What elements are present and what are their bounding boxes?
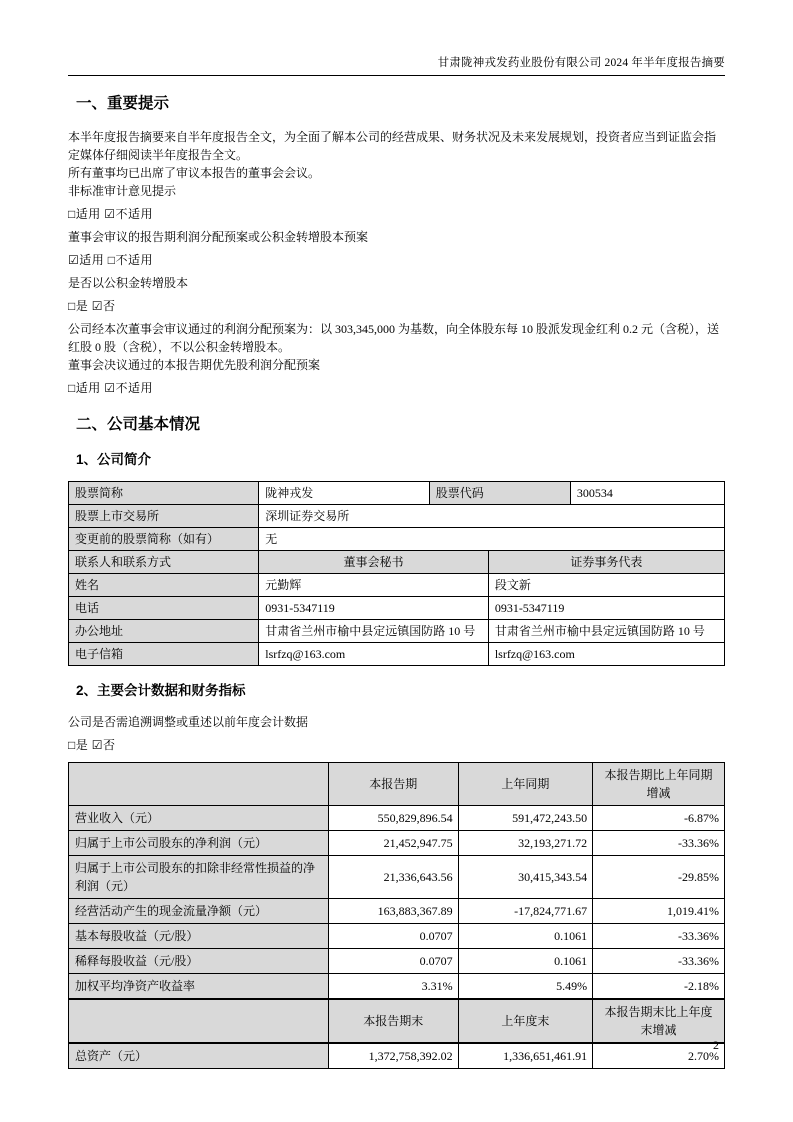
capital-reserve-label: 是否以公积金转增股本 (68, 276, 189, 291)
table-row (69, 856, 725, 899)
row-label-cell: 股票上市交易所 (69, 504, 259, 527)
restatement-checkboxes: □是 ☑否 (68, 738, 116, 753)
row-label-cell: 办公地址 (69, 619, 259, 642)
preferred-stock-plan-label: 董事会决议通过的本报告期优先股利润分配预案 (68, 358, 321, 373)
table-row (69, 596, 725, 619)
table-row (69, 949, 725, 974)
table-header-row (69, 763, 725, 806)
column-header-cell: 上年同期 (458, 763, 592, 806)
row-label-cell: 营业收入（元） (69, 806, 329, 831)
column-header-cell: 证券事务代表 (488, 550, 724, 573)
row-label-cell: 股票代码 (429, 481, 570, 504)
section-heading-company-basic-info: 二、公司基本情况 (76, 416, 201, 434)
value-cell: 163,883,367.89 (328, 899, 458, 924)
value-cell: 0.0707 (328, 949, 458, 974)
preferred-stock-plan-checkboxes: □适用 ☑不适用 (68, 381, 154, 396)
value-cell: 5.49% (458, 974, 592, 1000)
column-header-cell: 本报告期末 (328, 999, 458, 1043)
column-header-cell (69, 763, 329, 806)
value-cell: 300534 (570, 481, 724, 504)
row-label-cell: 加权平均净资产收益率 (69, 974, 329, 1000)
table-row (69, 481, 725, 504)
column-header-cell: 本报告期末比上年度末增减 (593, 999, 725, 1043)
row-label-cell: 电子信箱 (69, 642, 259, 665)
table-row (69, 550, 725, 573)
value-cell: 0.1061 (458, 949, 592, 974)
value-cell: 无 (259, 527, 725, 550)
value-cell: lsrfzq@163.com (488, 642, 724, 665)
value-cell: 1,336,651,461.91 (458, 1043, 592, 1069)
table-row (69, 831, 725, 856)
value-cell: -17,824,771.67 (458, 899, 592, 924)
row-label-cell: 归属于上市公司股东的净利润（元） (69, 831, 329, 856)
table-header-row (69, 999, 725, 1043)
value-cell: 30,415,343.54 (458, 856, 592, 899)
table-row (69, 619, 725, 642)
value-cell: 0.0707 (328, 924, 458, 949)
value-cell: 32,193,271.72 (458, 831, 592, 856)
value-cell: 陇神戎发 (259, 481, 430, 504)
value-cell: -6.87% (593, 806, 725, 831)
table-row (69, 974, 725, 1000)
table-row (69, 924, 725, 949)
table-row (69, 806, 725, 831)
value-cell: -33.36% (593, 949, 725, 974)
value-cell: 元勤辉 (259, 573, 489, 596)
table-row (69, 573, 725, 596)
page-number: 2 (713, 1038, 719, 1052)
row-label-cell: 联系人和联系方式 (69, 550, 259, 573)
value-cell: -2.18% (593, 974, 725, 1000)
row-label-cell: 变更前的股票简称（如有） (69, 527, 259, 550)
value-cell: 3.31% (328, 974, 458, 1000)
value-cell: 0931-5347119 (488, 596, 724, 619)
audit-opinion-label: 非标准审计意见提示 (68, 184, 177, 199)
audit-opinion-checkboxes: □适用 ☑不适用 (68, 207, 154, 222)
row-label-cell: 股票简称 (69, 481, 259, 504)
column-header-cell: 董事会秘书 (259, 550, 489, 573)
value-cell: 1,372,758,392.02 (328, 1043, 458, 1069)
value-cell: 甘肃省兰州市榆中县定远镇国防路 10 号 (488, 619, 724, 642)
document-header-title: 甘肃陇神戎发药业股份有限公司 2024 年半年度报告摘要 (68, 54, 725, 76)
row-label-cell: 稀释每股收益（元/股） (69, 949, 329, 974)
value-cell: 0931-5347119 (259, 596, 489, 619)
capital-reserve-checkboxes: □是 ☑否 (68, 299, 116, 314)
column-header-cell: 本报告期比上年同期增减 (593, 763, 725, 806)
value-cell: 21,452,947.75 (328, 831, 458, 856)
value-cell: 甘肃省兰州市榆中县定远镇国防路 10 号 (259, 619, 489, 642)
value-cell: 段文新 (488, 573, 724, 596)
subsection-heading-key-financials: 2、主要会计数据和财务指标 (76, 682, 246, 698)
row-label-cell: 电话 (69, 596, 259, 619)
row-label-cell: 姓名 (69, 573, 259, 596)
table-row (69, 642, 725, 665)
column-header-cell: 本报告期 (328, 763, 458, 806)
value-cell: 591,472,243.50 (458, 806, 592, 831)
value-cell: 0.1061 (458, 924, 592, 949)
subsection-heading-company-profile: 1、公司简介 (76, 452, 152, 468)
restatement-question-label: 公司是否需追溯调整或重述以前年度会计数据 (68, 715, 309, 730)
row-label-cell: 总资产（元） (69, 1043, 329, 1069)
value-cell: -33.36% (593, 924, 725, 949)
value-cell: -29.85% (593, 856, 725, 899)
notice-intro-paragraph: 本半年度报告摘要来自半年度报告全文，为全面了解本公司的经营成果、财务状况及未来发展规划，投资者应当到证监会指定媒体仔细阅读半年度报告全文。 (68, 130, 717, 163)
value-cell: -33.36% (593, 831, 725, 856)
financial-indicators-table (68, 762, 725, 1069)
table-row (69, 899, 725, 924)
column-header-cell (69, 999, 329, 1043)
section-heading-important-notice: 一、重要提示 (76, 95, 170, 112)
value-cell: 550,829,896.54 (328, 806, 458, 831)
table-row (69, 504, 725, 527)
value-cell: lsrfzq@163.com (259, 642, 489, 665)
table-row (69, 527, 725, 550)
value-cell: 2.70% (593, 1043, 725, 1069)
value-cell: 深圳证券交易所 (259, 504, 725, 527)
row-label-cell: 基本每股收益（元/股） (69, 924, 329, 949)
table-row (69, 1043, 725, 1069)
row-label-cell: 归属于上市公司股东的扣除非经常性损益的净利润（元） (69, 856, 329, 899)
company-profile-table (68, 481, 725, 666)
dividend-detail-paragraph: 公司经本次董事会审议通过的利润分配预案为：以 303,345,000 为基数，向全体股东每 10 股派发现金红利 0.2 元（含税），送红股 0 股（含税），不以公积金转增股本。 (68, 322, 720, 355)
value-cell: 1,019.41% (593, 899, 725, 924)
profit-plan-label: 董事会审议的报告期利润分配预案或公积金转增股本预案 (68, 230, 369, 245)
column-header-cell: 上年度末 (458, 999, 592, 1043)
value-cell: 21,336,643.56 (328, 856, 458, 899)
profit-plan-checkboxes: ☑适用 □不适用 (68, 253, 154, 268)
row-label-cell: 经营活动产生的现金流量净额（元） (69, 899, 329, 924)
notice-attendance-line: 所有董事均已出席了审议本报告的董事会会议。 (68, 166, 321, 181)
